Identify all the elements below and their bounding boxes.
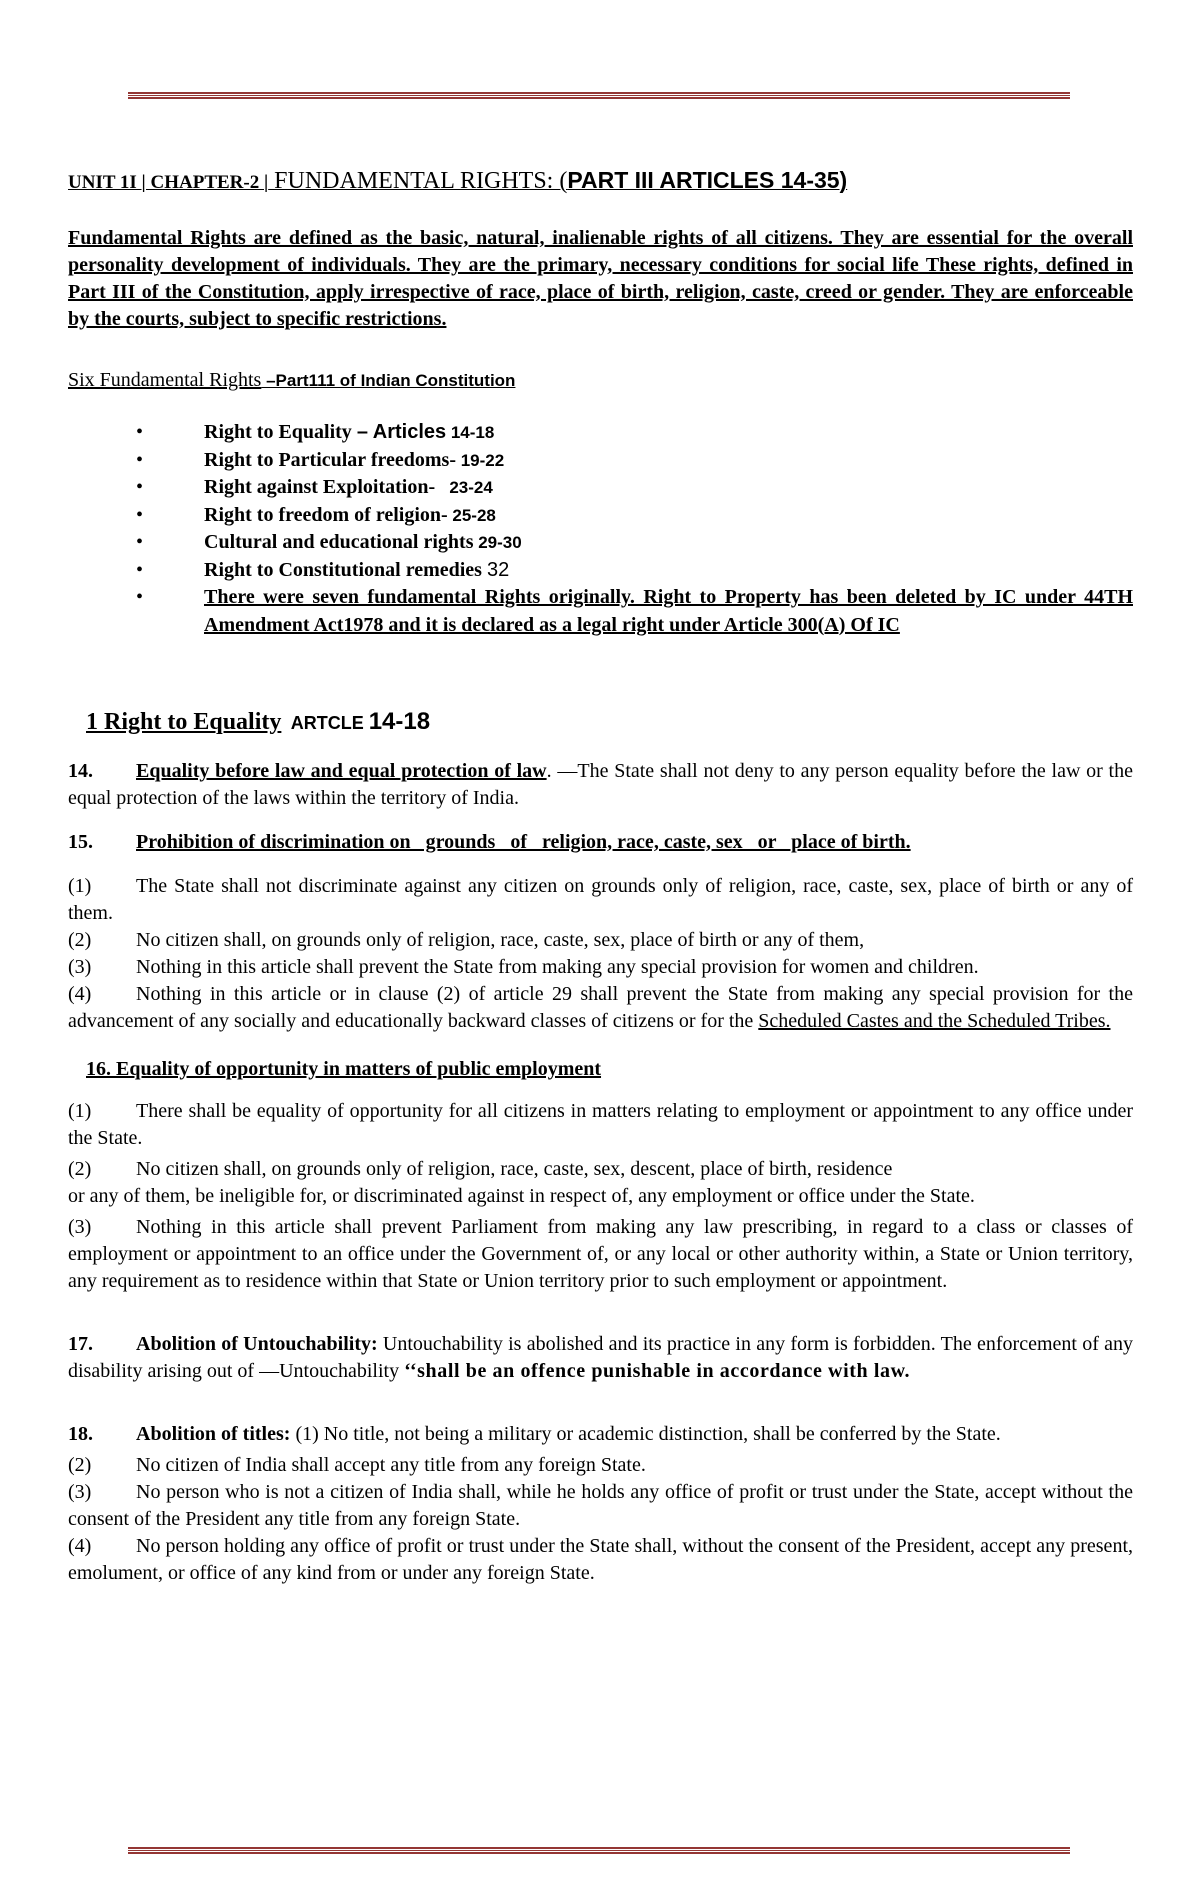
- right-articles: 32: [486, 558, 510, 581]
- clause-number: (1): [68, 1100, 92, 1122]
- list-item: [68, 529, 1133, 557]
- six-rights-label: Six Fundamental Rights: [68, 369, 262, 391]
- article-16-title: 16. Equality of opportunity in matters of public employment: [86, 1058, 602, 1080]
- article-18: [68, 1421, 1133, 1448]
- clause-number: (2): [68, 1158, 92, 1180]
- clause-text: Nothing in this article shall prevent the State from making any special provision for women and children.: [136, 956, 979, 978]
- intro-paragraph: Fundamental Rights are defined as the basic, natural, inalienable rights of all citizens. They are essential for the overall personality development of individuals. They are the primary, necessary conditions for social life These rights, defined in Part III of the Constitution, apply irrespective of race, place of birth, religion, caste, creed or gender. They are enforceable by the courts, subject to specific restrictions.: [68, 227, 1133, 330]
- property-note: There were seven fundamental Rights originally. Right to Property has been deleted by IC under 44TH Amendment Act1978 and it is declared as a legal right under Article 300(A) Of IC: [204, 586, 1133, 636]
- article-text: Untouchability is abolished and its practice in any form is forbidden. The enforcement of any disability arising out of —Untouchability: [68, 1333, 1133, 1382]
- list-item: [68, 557, 1133, 585]
- clause-number: (4): [68, 1535, 92, 1557]
- article-15: [68, 829, 1133, 856]
- article-text: . —The State shall not deny to any person equality before the law or the equal protection of the laws within the territory of India.: [68, 760, 1133, 809]
- bullet-icon: •: [136, 476, 144, 498]
- six-rights-heading: [68, 366, 1133, 395]
- clause: [68, 873, 1133, 927]
- clause-number: (2): [68, 1454, 92, 1476]
- right-articles: 25-28: [447, 505, 496, 525]
- clause: [68, 927, 1133, 954]
- clause-text: No citizen of India shall accept any title from any foreign State.: [136, 1454, 646, 1476]
- bullet-icon: •: [136, 531, 144, 553]
- title-topic: FUNDAMENTAL RIGHTS: (: [268, 168, 568, 194]
- article-14: [68, 758, 1133, 812]
- header-rule: [128, 92, 1070, 99]
- article-title: Prohibition of discrimination on grounds of religion, race, caste, sex or place of birth.: [136, 831, 911, 853]
- page-title: [68, 165, 1133, 199]
- clause: [68, 1214, 1133, 1295]
- clause-number: (1): [68, 875, 92, 897]
- list-item: [68, 447, 1133, 475]
- clause-number: (3): [68, 1481, 92, 1503]
- right-articles: 14-18: [446, 423, 495, 442]
- right-name: Right to Particular freedoms-: [204, 448, 456, 471]
- article-title: Abolition of titles:: [136, 1423, 291, 1445]
- section-article-label: ARTCLE: [281, 713, 369, 733]
- article-number: 15.: [68, 831, 93, 853]
- clause-text: There shall be equality of opportunity for all citizens in matters relating to employment or appointment to any office under the State.: [68, 1100, 1133, 1149]
- bullet-icon: •: [136, 421, 144, 443]
- right-articles-label: – Articles: [356, 421, 447, 443]
- list-item: [68, 419, 1133, 447]
- article-number: 17.: [68, 1333, 93, 1355]
- title-articles: PART III ARTICLES 14-35): [567, 167, 848, 193]
- article-title: Equality before law and equal protection of law: [136, 760, 547, 782]
- clause: [68, 1156, 1133, 1210]
- right-articles: 19-22: [455, 450, 505, 470]
- right-name: Cultural and educational rights: [204, 531, 474, 553]
- article-17: [68, 1331, 1133, 1385]
- right-articles: 23-24: [435, 478, 493, 497]
- footer-rule: [128, 1847, 1070, 1854]
- section-heading: [86, 705, 1133, 740]
- article-number: 18.: [68, 1423, 93, 1445]
- clause-text: No person holding any office of profit or trust under the State shall, without the consent of the President, accept any present, emolument, or office of any kind from or under any foreign State.: [68, 1535, 1133, 1584]
- clause: [68, 1533, 1133, 1587]
- bullet-icon: •: [136, 448, 144, 471]
- right-name: Right against Exploitation-: [204, 476, 436, 498]
- rights-list: [68, 419, 1133, 639]
- right-name: Right to Equality: [204, 421, 357, 443]
- clause-text: Nothing in this article or in clause (2) of article 29 shall prevent the State from making any special provision for the advancement of any socially and educationally backward classes of citizens or for the: [68, 983, 1133, 1032]
- article-number: 14.: [68, 760, 93, 782]
- clause-text: Nothing in this article shall prevent Parliament from making any law prescribing, in regard to a class or classes of employment or appointment to an office under the Government of, or any local or other authority within, a State or Union territory, any requirement as to residence within that State or Union territory prior to such employment or appointment.: [68, 1216, 1133, 1292]
- section-title: 1 Right to Equality: [86, 709, 282, 735]
- article-title: Abolition of Untouchability:: [136, 1333, 378, 1355]
- title-unit: UNIT 1I | CHAPTER-2 |: [68, 172, 269, 193]
- clause: [68, 1452, 1133, 1479]
- clause-number: (4): [68, 983, 92, 1005]
- right-name: Right to freedom of religion-: [204, 503, 448, 526]
- section-article-range: 14-18: [368, 708, 431, 735]
- clause: [68, 1479, 1133, 1533]
- list-item-note: [68, 584, 1133, 639]
- bullet-icon: •: [136, 586, 144, 608]
- document-body: [68, 165, 1133, 1587]
- list-item: [68, 474, 1133, 502]
- clause-number: (3): [68, 956, 92, 978]
- clause-text: No citizen shall, on grounds only of religion, race, caste, sex, descent, place of birth, residence: [136, 1158, 893, 1180]
- six-rights-part: –Part111 of Indian Constitution: [261, 371, 516, 390]
- right-name: Right to Constitutional remedies: [204, 558, 487, 581]
- bullet-icon: •: [136, 503, 144, 526]
- clause: [68, 981, 1133, 1035]
- article-text: (1) No title, not being a military or academic distinction, shall be conferred by the State.: [290, 1423, 1001, 1445]
- article-text-bold: ‘‘shall be an offence punishable in accordance with law.: [404, 1360, 911, 1382]
- clause-number: (2): [68, 929, 92, 951]
- clause-number: (3): [68, 1216, 92, 1238]
- clause: [68, 1098, 1133, 1152]
- clause-text: No person who is not a citizen of India shall, while he holds any office of profit or trust under the State, accept without the consent of the President any title from any foreign State.: [68, 1481, 1133, 1530]
- bullet-icon: •: [136, 558, 144, 581]
- clause-text: No citizen shall, on grounds only of religion, race, caste, sex, place of birth or any of them,: [136, 929, 865, 951]
- right-articles: 29-30: [473, 533, 522, 552]
- clause-text: The State shall not discriminate against any citizen on grounds only of religion, race, caste, sex, place of birth or any of them.: [68, 875, 1133, 924]
- list-item: [68, 502, 1133, 530]
- clause-text-continued: or any of them, be ineligible for, or discriminated against in respect of, any employment or office under the State.: [68, 1185, 975, 1207]
- clause: [68, 954, 1133, 981]
- scheduled-castes-link[interactable]: Scheduled Castes and the Scheduled Tribes.: [758, 1010, 1111, 1032]
